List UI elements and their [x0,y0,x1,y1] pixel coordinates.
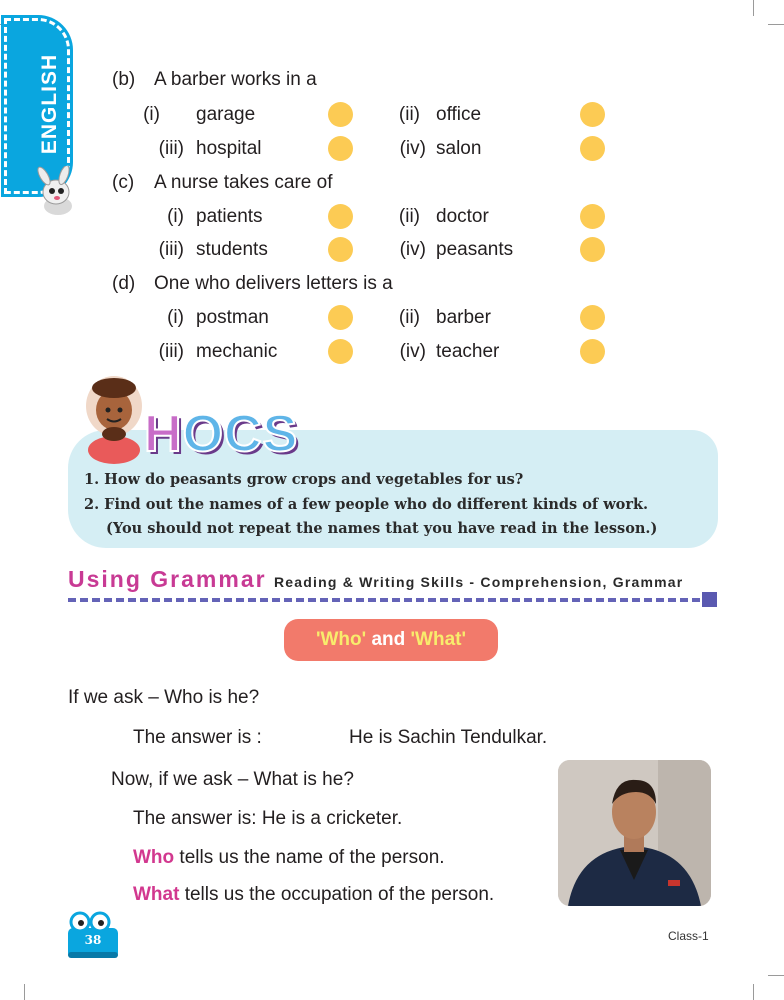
answer-text: He is Sachin Tendulkar. [349,727,548,748]
option-number: (iii) [158,341,184,362]
who-definition [133,847,445,869]
keyword-what: What [133,884,180,905]
option-text: peasants [436,239,514,260]
body-line: Now, if we ask – What is he? [111,769,354,790]
option-text: barber [436,307,491,328]
hocs-note: (You should not repeat the names that you have read in the lesson.) [106,520,658,537]
person-photo [558,760,711,906]
body-line: The answer is: He is a cricketer. [133,808,403,829]
option-text: garage [196,104,256,125]
question-text: One who delivers letters is a [154,273,393,294]
option-text: students [196,239,268,260]
hocs-title [144,404,298,464]
question-letter: (c) [112,172,135,193]
page-number: 38 [84,933,102,947]
topic-pill [284,619,498,661]
hocs-title-h: H [144,405,183,463]
answer-circle[interactable] [328,102,353,127]
keyword-who: Who [133,847,175,868]
option-number: (iii) [158,239,184,260]
answer-circle[interactable] [580,136,605,161]
option-number: (i) [167,307,184,328]
option-number: (ii) [398,104,420,125]
question-text: A barber works in a [154,69,317,90]
question-letter: (b) [112,69,136,90]
option-number: (ii) [398,206,420,227]
hocs-title-ocs: OCS [182,405,299,463]
crop-mark [24,984,25,1000]
answer-circle[interactable] [328,305,353,330]
option-text: doctor [436,206,489,227]
answer-circle[interactable] [580,339,605,364]
section-title: Using Grammar [68,566,267,592]
option-text: office [436,104,482,125]
question-letter: (d) [112,273,136,294]
subject-tab-label: ENGLISH [38,53,61,155]
answer-circle[interactable] [580,204,605,229]
crop-mark [768,975,784,976]
option-number: (iv) [399,239,426,260]
answer-circle[interactable] [328,237,353,262]
class-label: Class-1 [668,929,709,943]
option-number: (iv) [399,138,426,159]
answer-circle[interactable] [580,102,605,127]
crop-mark [768,24,784,25]
section-subtitle: Reading & Writing Skills - Comprehension, Grammar [274,574,684,590]
answer-label: The answer is : [133,727,262,748]
what-definition [133,884,494,906]
option-number: (iii) [158,138,184,159]
hocs-question: 2. Find out the names of a few people who do different kinds of work. [84,496,649,513]
crop-mark [753,0,754,16]
option-number: (ii) [398,307,420,328]
section-divider [68,598,700,602]
option-text: mechanic [196,341,278,362]
bunny-mascot-icon [34,166,82,218]
body-line: If we ask – Who is he? [68,687,260,708]
thinking-girl-icon [76,372,154,464]
definition-text: tells us the name of the person. [174,847,445,868]
answer-circle[interactable] [580,305,605,330]
definition-text: tells us the occupation of the person. [179,884,495,905]
option-text: patients [196,206,263,227]
divider-square-icon [702,592,717,607]
hocs-question: 1. How do peasants grow crops and vegetables for us? [84,471,524,488]
option-number: (i) [143,104,160,125]
answer-circle[interactable] [328,204,353,229]
option-text: salon [436,138,482,159]
pill-what: 'What' [410,629,466,650]
option-text: hospital [196,138,262,159]
question-text: A nurse takes care of [154,172,333,193]
answer-circle[interactable] [580,237,605,262]
option-text: postman [196,307,269,328]
answer-circle[interactable] [328,339,353,364]
answer-circle[interactable] [328,136,353,161]
option-number: (iv) [399,341,426,362]
pill-who: 'Who' [315,629,367,650]
pill-and: and [366,629,411,650]
option-text: teacher [436,341,500,362]
option-number: (i) [167,206,184,227]
crop-mark [753,984,754,1000]
